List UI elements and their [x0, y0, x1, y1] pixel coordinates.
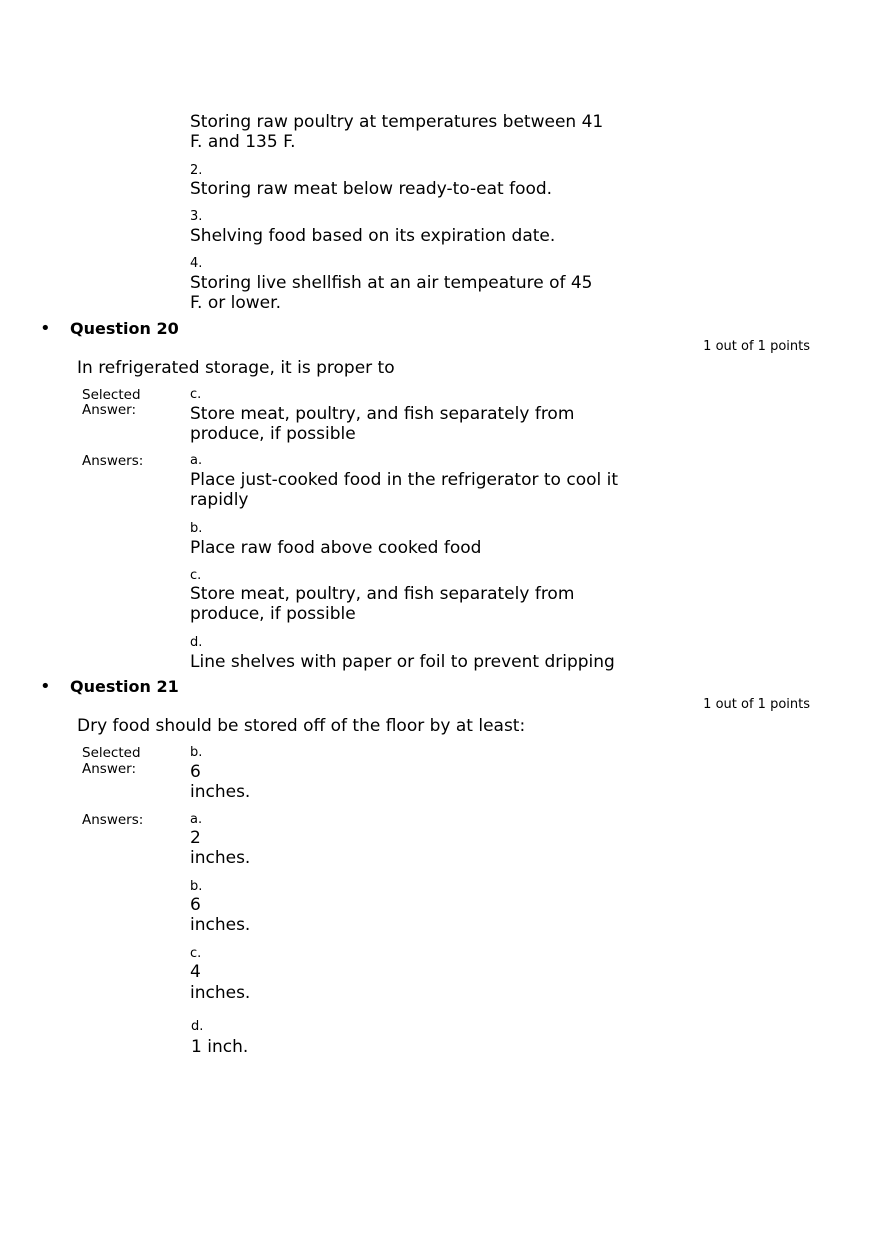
question-21-answer-b-letter: b. [190, 879, 203, 894]
question-20-selected-letter: c. [190, 387, 202, 402]
selected-label-line-2: Answer: [82, 761, 137, 777]
question-20-answer-b-letter: b. [190, 521, 203, 536]
question-20-points: 1 out of 1 points [703, 339, 810, 354]
selected-label-line-1: Selected [82, 745, 141, 761]
bullet-icon: • [40, 676, 51, 697]
question-21-answer-a-line-1: 2 [190, 828, 201, 848]
question-21-points: 1 out of 1 points [703, 697, 810, 712]
answers-label: Answers: [82, 453, 144, 469]
question-21-answer-d-text: 1 inch. [191, 1037, 249, 1057]
question-20-selected-line-2: produce, if possible [190, 424, 356, 444]
carryover-answer-4-line-2: F. or lower. [190, 293, 281, 313]
question-20-answer-c-letter: c. [190, 568, 202, 583]
question-20-answer-d-letter: d. [190, 635, 203, 650]
carryover-answer-4-letter: 4. [190, 256, 203, 271]
question-20-answer-c-line-2: produce, if possible [190, 604, 356, 624]
question-20-answer-c-line-1: Store meat, poultry, and fish separately from [190, 584, 575, 604]
question-21-title: Question 21 [70, 677, 179, 696]
question-21-prompt: Dry food should be stored off of the floor by at least: [77, 716, 526, 736]
question-20-answer-a-line-2: rapidly [190, 490, 249, 510]
selected-label-line-1: Selected [82, 387, 141, 403]
question-21-answer-c-line-1: 4 [190, 962, 201, 982]
question-21-answer-c-letter: c. [190, 946, 202, 961]
question-21-answer-b-line-2: inches. [190, 915, 251, 935]
bullet-icon: • [40, 318, 51, 339]
carryover-answer-3-text: Shelving food based on its expiration date. [190, 226, 556, 246]
question-20-answer-a-letter: a. [190, 453, 203, 468]
question-21-selected-letter: b. [190, 745, 203, 760]
question-21-answer-a-letter: a. [190, 812, 203, 827]
question-20-title: Question 20 [70, 319, 179, 338]
question-21-answer-d-letter: d. [191, 1019, 204, 1034]
question-20-answer-a-line-1: Place just-cooked food in the refrigerator to cool it [190, 470, 619, 490]
question-21-answer-a-line-2: inches. [190, 848, 251, 868]
carryover-answer-3-letter: 3. [190, 209, 203, 224]
carryover-answer-4-line-1: Storing live shellfish at an air tempeature of 45 [190, 273, 593, 293]
question-20-selected-line-1: Store meat, poultry, and fish separately from [190, 404, 575, 424]
question-20-answer-d-text: Line shelves with paper or foil to prevent dripping [190, 652, 615, 672]
question-20-answer-b-text: Place raw food above cooked food [190, 538, 482, 558]
answers-label: Answers: [82, 812, 144, 828]
carryover-answer-2-letter: 2. [190, 163, 203, 178]
question-20-prompt: In refrigerated storage, it is proper to [77, 358, 395, 378]
selected-label-line-2: Answer: [82, 402, 137, 418]
question-21-answer-b-line-1: 6 [190, 895, 201, 915]
carryover-answer-2-text: Storing raw meat below ready-to-eat food. [190, 179, 553, 199]
question-21-selected-line-1: 6 [190, 762, 201, 782]
question-21-answer-c-line-2: inches. [190, 983, 251, 1003]
carryover-answer-1-line-2: F. and 135 F. [190, 132, 296, 152]
question-21-selected-line-2: inches. [190, 782, 251, 802]
carryover-answer-1-line-1: Storing raw poultry at temperatures between 41 [190, 112, 604, 132]
